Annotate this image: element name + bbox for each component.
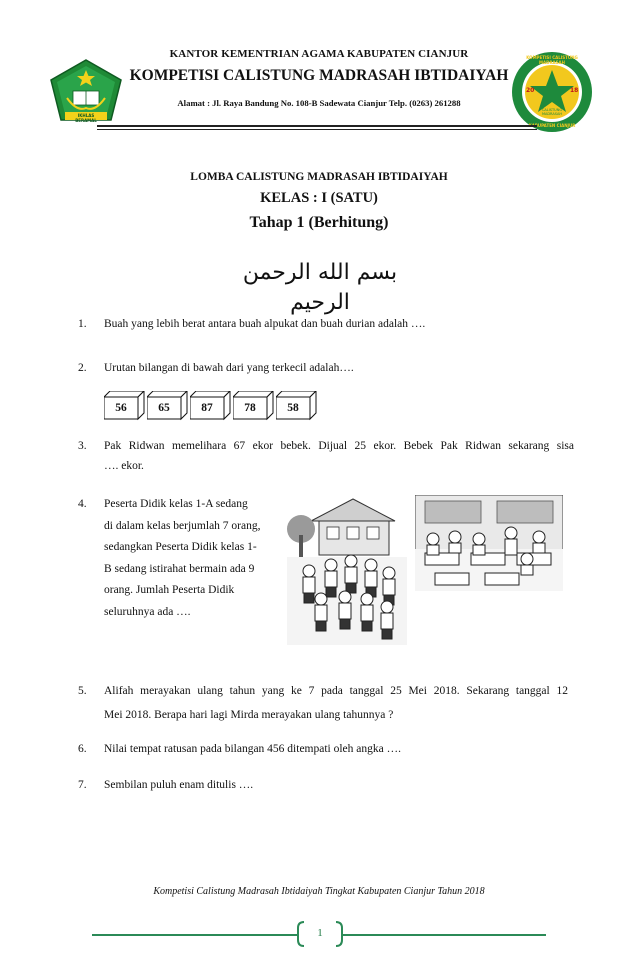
- question-text: Buah yang lebih berat antara buah alpukat dan buah durian adalah ….: [104, 318, 426, 330]
- number-box: [233, 391, 265, 415]
- header-address: Alamat : Jl. Raya Bandung No. 108-B Sadewata Cianjur Telp. (0263) 261288: [177, 98, 461, 108]
- right-logo: [510, 50, 594, 134]
- number-box-label: 56: [115, 402, 127, 414]
- header-rule-thin: [97, 129, 537, 130]
- question-text: B sedang istirahat bermain ada 9: [104, 562, 255, 575]
- question-text: di dalam kelas berjumlah 7 orang,: [104, 519, 261, 532]
- stage-title: Tahap 1 (Berhitung): [249, 214, 389, 231]
- seal-number-right: 18: [570, 87, 579, 94]
- header-rule: [97, 125, 537, 127]
- question-number: 5.: [78, 685, 87, 697]
- question-text: Pak Ridwan memelihara 67 ekor bebek. Dijual 25 ekor. Bebek Pak Ridwan sekarang sisa: [104, 440, 574, 452]
- question-text: Urutan bilangan di bawah dari yang terkecil adalah….: [104, 362, 354, 374]
- header-office: KANTOR KEMENTRIAN AGAMA KABUPATEN CIANJUR: [169, 48, 469, 60]
- number-box-label: 58: [287, 402, 299, 414]
- question-text: orang. Jumlah Peserta Didik: [104, 584, 235, 596]
- basmalah-calligraphy: بسم الله الرحمن الرحيم: [242, 260, 398, 315]
- question-number: 3.: [78, 440, 87, 452]
- header-competition: KOMPETISI CALISTUNG MADRASAH IBTIDAIYAH: [129, 67, 509, 84]
- number-box: [104, 391, 136, 415]
- class-title: KELAS : I (SATU): [260, 190, 378, 206]
- question-text-cont: Mei 2018. Berapa hari lagi Mirda merayakan ulang tahunnya ?: [104, 709, 394, 721]
- page-number: 1: [317, 927, 323, 939]
- illustration-children-playing: [287, 495, 407, 645]
- left-logo-caption: IKHLAS BERAMAL: [75, 113, 97, 123]
- question-text-cont: …. ekor.: [104, 460, 144, 472]
- question-number: 6.: [78, 743, 87, 755]
- seal-text-bottom: KABUPATEN CIANJUR: [528, 123, 576, 128]
- question-number: 4.: [78, 498, 87, 510]
- children-playing-icon: [287, 495, 407, 645]
- question-number: 2.: [78, 362, 87, 374]
- number-box: [190, 391, 222, 415]
- footer-rule-left: [92, 934, 297, 936]
- question-text: Sembilan puluh enam ditulis ….: [104, 779, 254, 791]
- number-box: [147, 391, 179, 415]
- number-box-label: 87: [201, 402, 213, 414]
- seal-number-left: 20: [526, 87, 535, 94]
- footer-rule-right: [343, 934, 546, 936]
- seal-text-top: KOMPETISI CALISTUNG MADRASAH: [526, 55, 578, 65]
- illustration-classroom: [415, 495, 563, 591]
- contest-title: LOMBA CALISTUNG MADRASAH IBTIDAIYAH: [190, 171, 448, 183]
- classroom-icon: [415, 495, 563, 591]
- question-text: Nilai tempat ratusan pada bilangan 456 ditempati oleh angka ….: [104, 743, 401, 755]
- question-text: sedangkan Peserta Didik kelas 1-: [104, 541, 257, 553]
- number-box-label: 78: [244, 402, 256, 414]
- question-text: seluruhnya ada ….: [104, 605, 191, 618]
- question-number: 7.: [78, 779, 87, 791]
- number-box: [276, 391, 308, 415]
- question-text: Peserta Didik kelas 1-A sedang: [104, 498, 248, 510]
- question-number: 1.: [78, 318, 87, 330]
- number-box-label: 65: [158, 402, 170, 414]
- seal-band: CALISTUNG MADRASAH: [541, 108, 563, 116]
- footer-caption: Kompetisi Calistung Madrasah Ibtidaiyah Tingkat Kabupaten Cianjur Tahun 2018: [153, 886, 485, 897]
- question-text: Alifah merayakan ulang tahun yang ke 7 pada tanggal 25 Mei 2018. Sekarang tanggal 12: [104, 685, 568, 697]
